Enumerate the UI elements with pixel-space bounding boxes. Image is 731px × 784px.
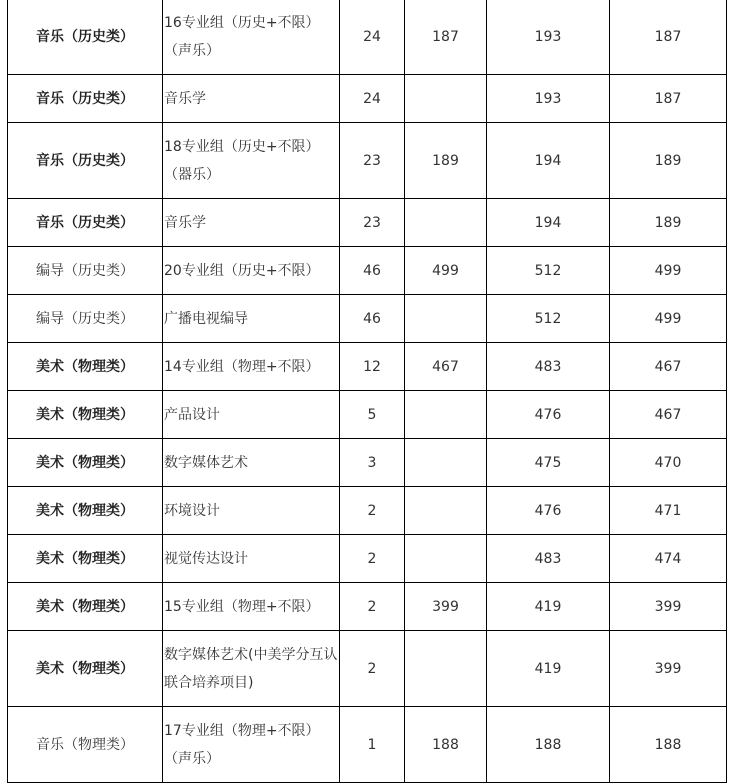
major-cell: 产品设计 xyxy=(163,391,340,439)
group-score-cell: 467 xyxy=(405,343,487,391)
min-score-cell: 470 xyxy=(610,439,727,487)
table-row xyxy=(8,631,727,707)
min-score-cell: 399 xyxy=(610,631,727,707)
group-score-cell: 188 xyxy=(405,707,487,783)
max-score-cell: 194 xyxy=(487,199,610,247)
min-score-cell: 189 xyxy=(610,199,727,247)
major-cell: 18专业组（历史+不限）（器乐） xyxy=(163,123,340,199)
group-score-cell: 187 xyxy=(405,0,487,75)
major-cell: 20专业组（历史+不限） xyxy=(163,247,340,295)
table-row xyxy=(8,707,727,783)
plan-count-cell: 5 xyxy=(340,391,405,439)
min-score-cell: 499 xyxy=(610,247,727,295)
plan-count-cell: 2 xyxy=(340,631,405,707)
max-score-cell: 188 xyxy=(487,707,610,783)
group-score-cell xyxy=(405,631,487,707)
min-score-cell: 187 xyxy=(610,75,727,123)
table-row xyxy=(8,439,727,487)
plan-count-cell: 23 xyxy=(340,123,405,199)
table-row xyxy=(8,123,727,199)
major-cell: 17专业组（物理+不限）（声乐） xyxy=(163,707,340,783)
table-row xyxy=(8,295,727,343)
group-score-cell xyxy=(405,295,487,343)
plan-count-cell: 3 xyxy=(340,439,405,487)
group-score-cell: 399 xyxy=(405,583,487,631)
group-score-cell xyxy=(405,75,487,123)
max-score-cell: 193 xyxy=(487,75,610,123)
max-score-cell: 419 xyxy=(487,583,610,631)
category-cell: 美术（物理类） xyxy=(8,487,163,535)
table-row xyxy=(8,487,727,535)
plan-count-cell: 24 xyxy=(340,75,405,123)
plan-count-cell: 23 xyxy=(340,199,405,247)
group-score-cell xyxy=(405,487,487,535)
major-cell: 音乐学 xyxy=(163,199,340,247)
table-body xyxy=(8,0,727,783)
max-score-cell: 483 xyxy=(487,535,610,583)
major-cell: 数字媒体艺术 xyxy=(163,439,340,487)
max-score-cell: 476 xyxy=(487,487,610,535)
category-cell: 音乐（物理类） xyxy=(8,707,163,783)
min-score-cell: 467 xyxy=(610,391,727,439)
min-score-cell: 499 xyxy=(610,295,727,343)
category-cell: 美术（物理类） xyxy=(8,583,163,631)
table-row xyxy=(8,75,727,123)
plan-count-cell: 2 xyxy=(340,487,405,535)
group-score-cell xyxy=(405,535,487,583)
max-score-cell: 194 xyxy=(487,123,610,199)
min-score-cell: 189 xyxy=(610,123,727,199)
group-score-cell: 499 xyxy=(405,247,487,295)
major-cell: 环境设计 xyxy=(163,487,340,535)
group-score-cell: 189 xyxy=(405,123,487,199)
plan-count-cell: 12 xyxy=(340,343,405,391)
group-score-cell xyxy=(405,391,487,439)
category-cell: 音乐（历史类） xyxy=(8,0,163,75)
table-row xyxy=(8,535,727,583)
plan-count-cell: 46 xyxy=(340,295,405,343)
group-score-cell xyxy=(405,199,487,247)
group-score-cell xyxy=(405,439,487,487)
category-cell: 音乐（历史类） xyxy=(8,75,163,123)
plan-count-cell: 1 xyxy=(340,707,405,783)
plan-count-cell: 2 xyxy=(340,583,405,631)
plan-count-cell: 24 xyxy=(340,0,405,75)
category-cell: 音乐（历史类） xyxy=(8,199,163,247)
min-score-cell: 474 xyxy=(610,535,727,583)
table-row xyxy=(8,247,727,295)
table-row xyxy=(8,199,727,247)
max-score-cell: 419 xyxy=(487,631,610,707)
category-cell: 美术（物理类） xyxy=(8,631,163,707)
category-cell: 美术（物理类） xyxy=(8,391,163,439)
admission-score-table xyxy=(7,0,727,783)
category-cell: 音乐（历史类） xyxy=(8,123,163,199)
table-row xyxy=(8,583,727,631)
max-score-cell: 512 xyxy=(487,247,610,295)
major-cell: 16专业组（历史+不限）（声乐） xyxy=(163,0,340,75)
major-cell: 14专业组（物理+不限） xyxy=(163,343,340,391)
min-score-cell: 188 xyxy=(610,707,727,783)
max-score-cell: 476 xyxy=(487,391,610,439)
table-row xyxy=(8,0,727,75)
min-score-cell: 471 xyxy=(610,487,727,535)
category-cell: 编导（历史类） xyxy=(8,295,163,343)
category-cell: 美术（物理类） xyxy=(8,535,163,583)
major-cell: 视觉传达设计 xyxy=(163,535,340,583)
max-score-cell: 512 xyxy=(487,295,610,343)
major-cell: 广播电视编导 xyxy=(163,295,340,343)
category-cell: 美术（物理类） xyxy=(8,343,163,391)
max-score-cell: 483 xyxy=(487,343,610,391)
min-score-cell: 467 xyxy=(610,343,727,391)
category-cell: 编导（历史类） xyxy=(8,247,163,295)
major-cell: 15专业组（物理+不限） xyxy=(163,583,340,631)
plan-count-cell: 2 xyxy=(340,535,405,583)
min-score-cell: 187 xyxy=(610,0,727,75)
max-score-cell: 193 xyxy=(487,0,610,75)
table-row xyxy=(8,343,727,391)
table-row xyxy=(8,391,727,439)
major-cell: 音乐学 xyxy=(163,75,340,123)
plan-count-cell: 46 xyxy=(340,247,405,295)
max-score-cell: 475 xyxy=(487,439,610,487)
category-cell: 美术（物理类） xyxy=(8,439,163,487)
major-cell: 数字媒体艺术(中美学分互认联合培养项目) xyxy=(163,631,340,707)
min-score-cell: 399 xyxy=(610,583,727,631)
